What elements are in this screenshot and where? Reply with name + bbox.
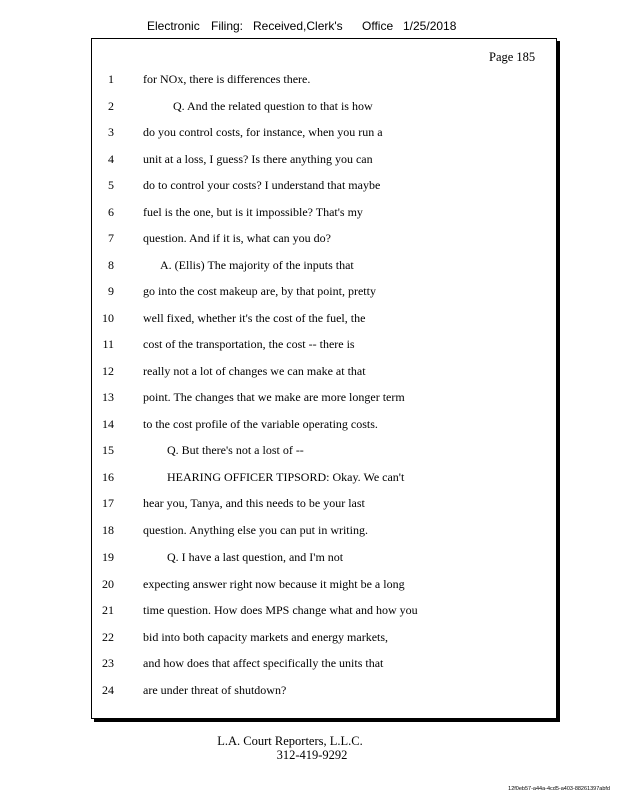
line-text: for NOx, there is differences there.: [143, 72, 311, 86]
line-text: question. Anything else you can put in writing.: [143, 523, 368, 537]
line-text: A. (Ellis) The majority of the inputs that: [160, 258, 354, 272]
line-number: 24: [102, 683, 114, 697]
line-number: 13: [102, 390, 114, 404]
document-id: 12f0eb57-a44a-4cd5-a403-88261397abfd: [508, 786, 610, 792]
line-text: are under threat of shutdown?: [143, 683, 287, 697]
line-number: 19: [102, 550, 114, 564]
filing-label-electronic: Electronic: [147, 19, 200, 33]
filing-date: 1/25/2018: [403, 19, 457, 33]
line-text: HEARING OFFICER TIPSORD: Okay. We can't: [167, 470, 405, 484]
line-number: 8: [108, 258, 114, 272]
line-text: question. And if it is, what can you do?: [143, 231, 331, 245]
line-text: Q. And the related question to that is how: [173, 99, 373, 113]
footer-company: L.A. Court Reporters, L.L.C.: [217, 734, 363, 748]
line-text: expecting answer right now because it might be a long: [143, 577, 405, 591]
line-text: and how does that affect specifically the units that: [143, 656, 384, 670]
line-number: 10: [102, 311, 114, 325]
line-number: 9: [108, 284, 114, 298]
line-number: 4: [108, 152, 114, 166]
line-number: 14: [102, 417, 114, 431]
line-number: 2: [108, 99, 114, 113]
page-frame-shadow-bottom: [94, 719, 560, 722]
line-number: 11: [102, 337, 114, 351]
line-text: to the cost profile of the variable operating costs.: [143, 417, 378, 431]
filing-label-received: Received,Clerk's: [253, 19, 343, 33]
line-text: unit at a loss, I guess? Is there anything you can: [143, 152, 373, 166]
line-text: hear you, Tanya, and this needs to be your last: [143, 496, 365, 510]
line-text: point. The changes that we make are more longer term: [143, 390, 405, 404]
line-text: Q. But there's not a lost of --: [167, 443, 304, 457]
filing-label-office: Office: [362, 19, 394, 33]
line-number: 16: [102, 470, 114, 484]
line-text: go into the cost makeup are, by that point, pretty: [143, 284, 376, 298]
line-number: 3: [108, 125, 114, 139]
line-number: 5: [108, 178, 114, 192]
line-number: 21: [102, 603, 114, 617]
line-text: fuel is the one, but is it impossible? That's my: [143, 205, 363, 219]
line-text: well fixed, whether it's the cost of the fuel, the: [143, 311, 366, 325]
line-text: bid into both capacity markets and energy markets,: [143, 630, 389, 644]
line-text: do you control costs, for instance, when you run a: [143, 125, 383, 139]
line-text: time question. How does MPS change what and how you: [143, 603, 418, 617]
page-number: Page 185: [489, 50, 536, 64]
page-frame-shadow-right: [557, 41, 560, 722]
line-number: 12: [102, 364, 114, 378]
line-number: 6: [108, 205, 114, 219]
footer-phone: 312-419-9292: [276, 748, 348, 762]
line-number: 23: [102, 656, 114, 670]
line-number: 22: [102, 630, 114, 644]
line-number: 1: [108, 72, 114, 86]
line-number: 18: [102, 523, 114, 537]
line-text: Q. I have a last question, and I'm not: [167, 550, 344, 564]
line-number: 15: [102, 443, 114, 457]
filing-label-filing: Filing:: [211, 19, 244, 33]
line-text: cost of the transportation, the cost -- there is: [143, 337, 355, 351]
line-number: 7: [108, 231, 114, 245]
line-text: do to control your costs? I understand that maybe: [143, 178, 381, 192]
line-text: really not a lot of changes we can make at that: [143, 364, 366, 378]
line-number: 20: [102, 577, 114, 591]
line-number: 17: [102, 496, 114, 510]
